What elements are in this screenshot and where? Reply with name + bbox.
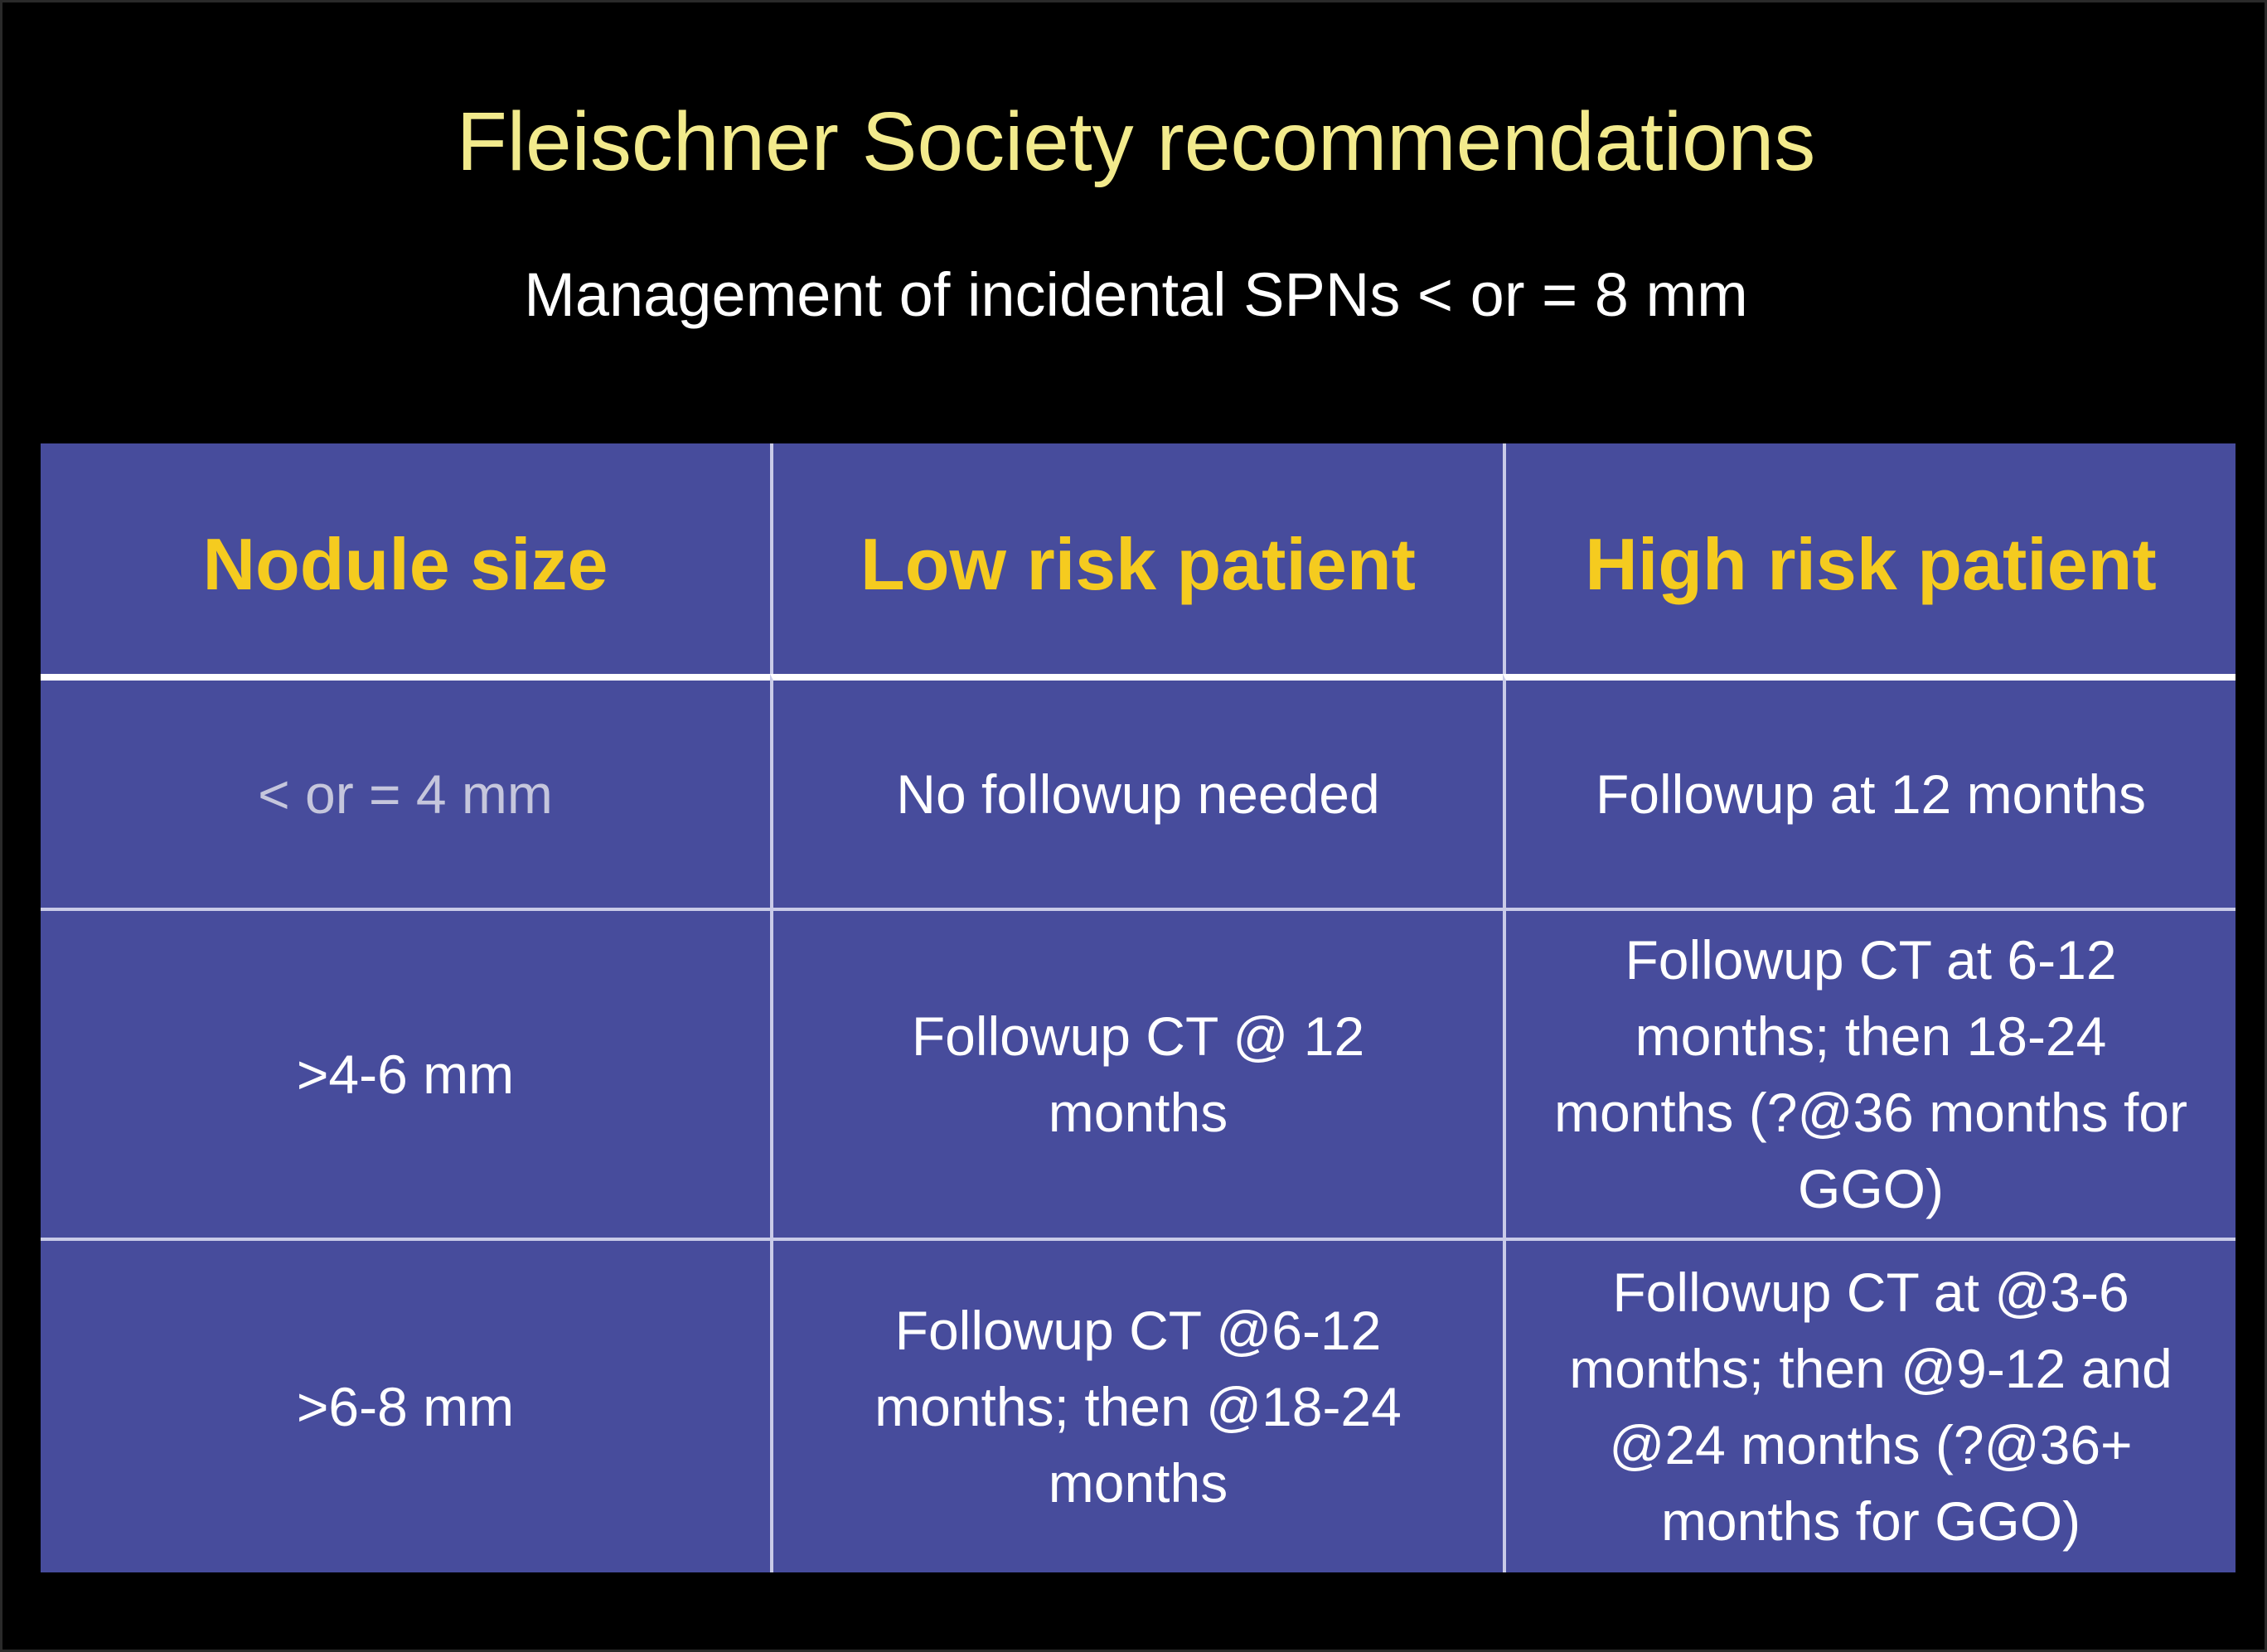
- row3-size-cell: >6-8 mm: [41, 1238, 770, 1572]
- row1-low-risk-cell: No followup needed: [770, 674, 1503, 908]
- row2-size-cell: >4-6 mm: [41, 908, 770, 1238]
- header-nodule-size: Nodule size: [202, 523, 608, 605]
- row3-high-risk-cell: Followup CT at @3-6 months; then @9-12 and @24 months (?@36+ months for GGO): [1503, 1238, 2236, 1572]
- row1-size-cell: < or = 4 mm: [41, 674, 770, 908]
- header-high-risk: High risk patient: [1503, 443, 2236, 674]
- recommendations-table: [41, 443, 2236, 1572]
- row1-high-risk-cell: Followup at 12 months: [1503, 674, 2236, 908]
- slide-title: Fleischner Society recommendations: [456, 95, 1816, 188]
- row2-high-risk-cell: Followup CT at 6-12 months; then 18-24 months (?@36 months for GGO): [1503, 908, 2236, 1238]
- row2-low-risk-cell: Followup CT @ 12 months: [770, 908, 1503, 1238]
- row3-low-risk-cell: Followup CT @6-12 months; then @18-24 months: [770, 1238, 1503, 1572]
- slide-subtitle: Management of incidental SPNs < or = 8 mm: [524, 260, 1748, 329]
- header-low-risk: Low risk patient: [770, 443, 1503, 674]
